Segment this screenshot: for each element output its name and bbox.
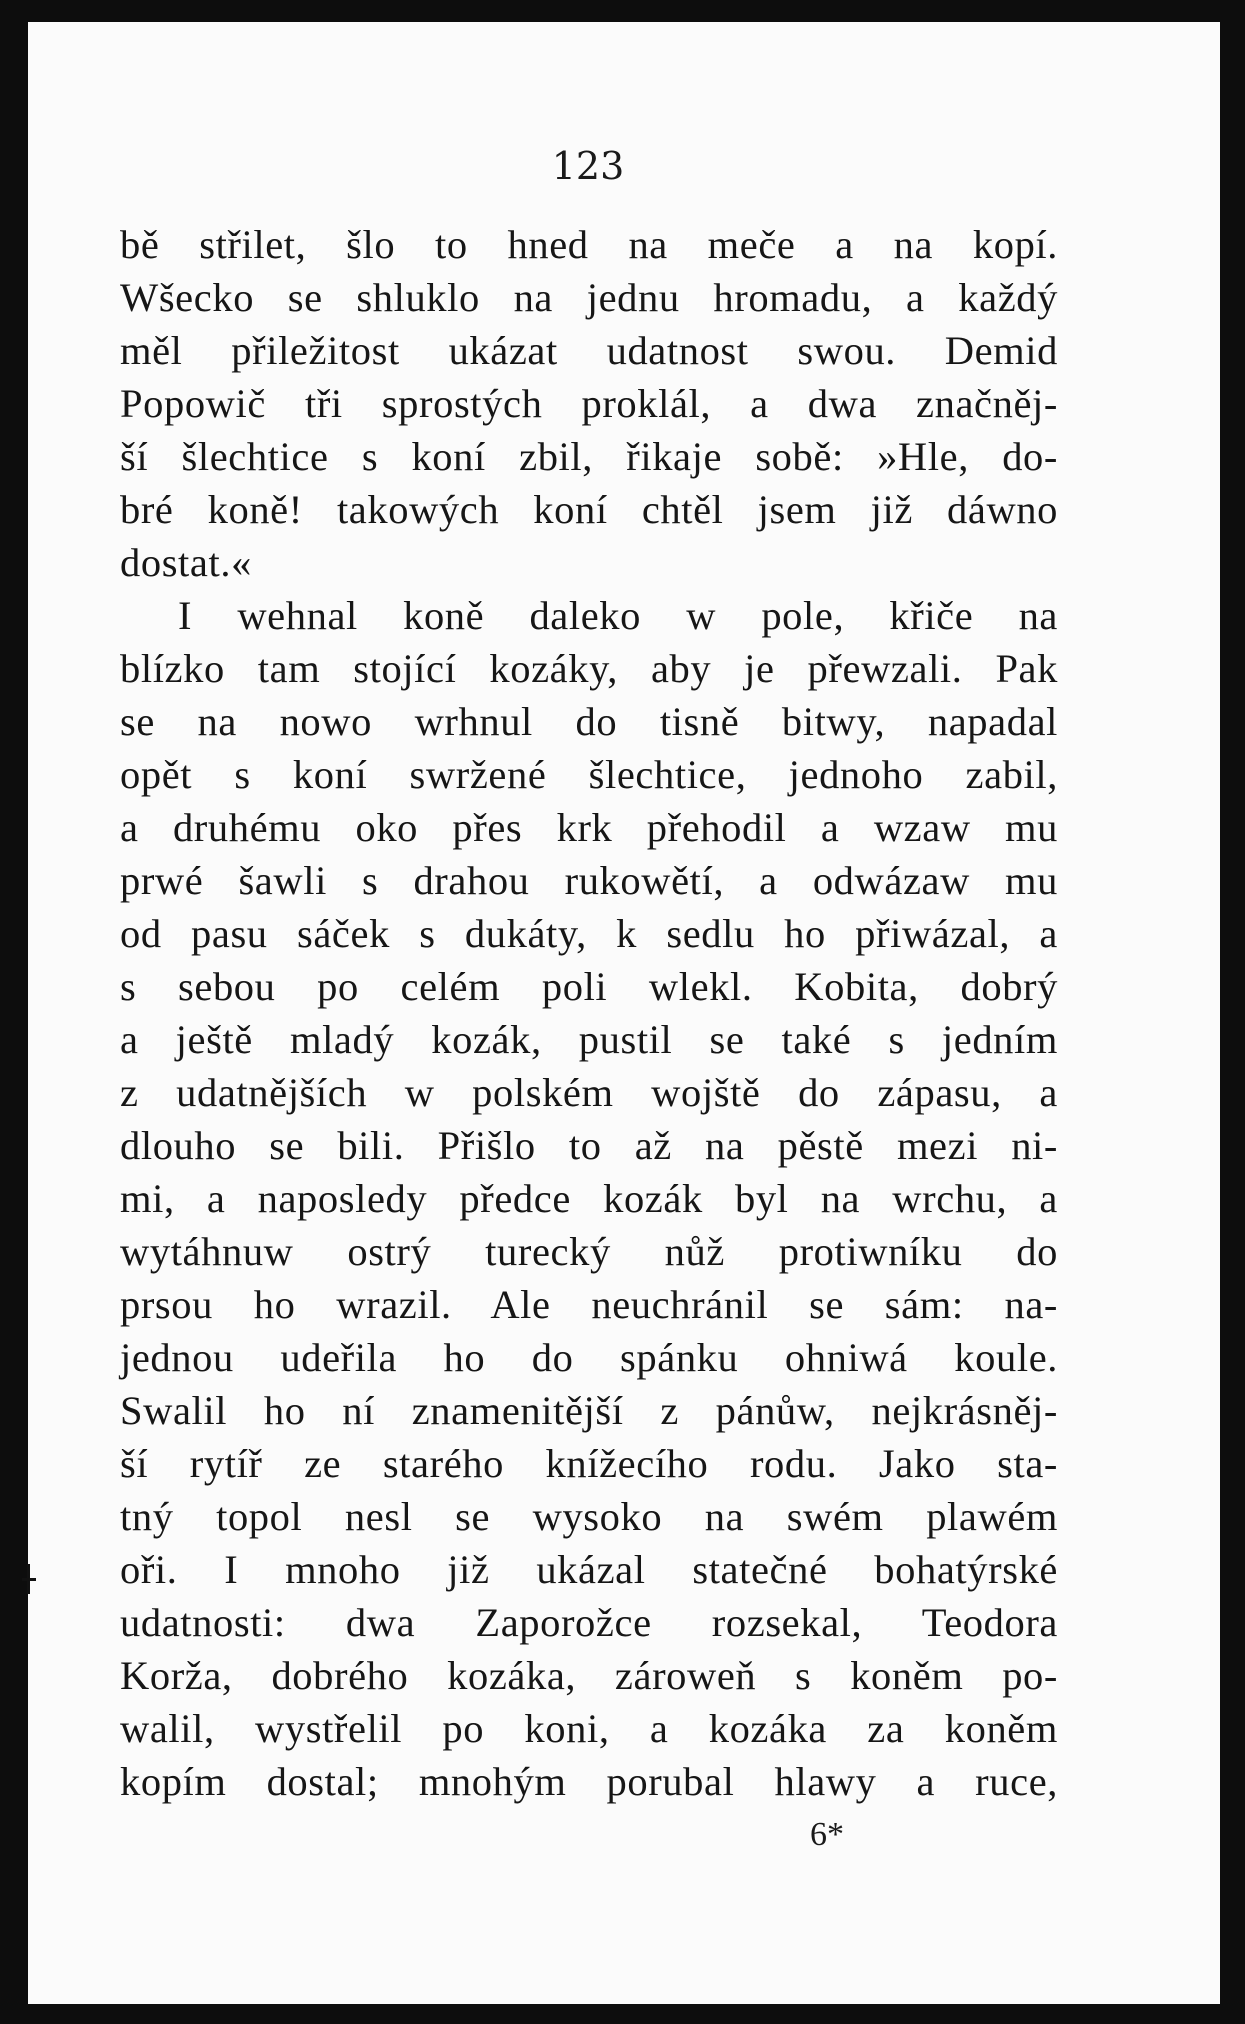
text-line: wytáhnuw ostrý turecký nůž protiwníku do [120,1229,1058,1274]
text-line: měl přiležitost ukázat udatnost swou. Demid [120,328,1058,373]
scan-artifact-mark [27,1564,30,1594]
text-line: opět s koní swržené šlechtice, jednoho zabil, [120,752,1058,797]
text-line: oři. I mnoho již ukázal statečné bohatýrské [120,1547,1058,1592]
text-line: jednou udeřila ho do spánku ohniwá koule. [120,1335,1058,1380]
text-line: Swalil ho ní znamenitější z pánůw, nejkrásněj- [120,1388,1058,1433]
text-line: ší šlechtice s koní zbil, řikaje sobě: »Hle, do- [120,434,1058,479]
text-line: prsou ho wrazil. Ale neuchránil se sám: na- [120,1282,1058,1327]
signature-mark: 6* [810,1816,844,1853]
text-line: ší rytíř ze starého knížecího rodu. Jako sta- [120,1441,1058,1486]
text-line: blízko tam stojící kozáky, aby je přewzali. Pak [120,646,1058,691]
text-line: se na nowo wrhnul do tisně bitwy, napadal [120,699,1058,744]
text-line: kopím dostal; mnohým porubal hlawy a ruce, [120,1759,1058,1804]
text-line: bré koně! takowých koní chtěl jsem již dáwno [120,487,1058,532]
text-line: udatnosti: dwa Zaporožce rozsekal, Teodora [120,1600,1058,1645]
book-page [28,22,1220,2004]
text-line: prwé šawli s drahou rukowětí, a odwázaw mu [120,858,1058,903]
text-line: dlouho se bili. Přišlo to až na pěstě mezi ni- [120,1123,1058,1168]
text-line: mi, a naposledy předce kozák byl na wrchu, a [120,1176,1058,1221]
text-line: bě střilet, šlo to hned na meče a na kopí. [120,222,1058,267]
page-number: 123 [551,144,625,188]
text-line: od pasu sáček s dukáty, k sedlu ho přiwázal, a [120,911,1058,956]
text-line: dostat.« [120,540,252,585]
text-line: Wšecko se shluklo na jednu hromadu, a každý [120,275,1058,320]
text-line: tný topol nesl se wysoko na swém plawém [120,1494,1058,1539]
text-line: I wehnal koně daleko w pole, křiče na [178,593,1058,638]
text-line: s sebou po celém poli wlekl. Kobita, dobrý [120,964,1058,1009]
text-line: walil, wystřelil po koni, a kozáka za koněm [120,1706,1058,1751]
text-line: Korža, dobrého kozáka, zároweň s koněm po- [120,1653,1058,1698]
text-line: a ještě mladý kozák, pustil se také s jedním [120,1017,1058,1062]
body-text [120,218,1058,1808]
text-line: z udatnějších w polském wojště do zápasu, a [120,1070,1058,1115]
text-line: a druhému oko přes krk přehodil a wzaw mu [120,805,1058,850]
text-line: Popowič tři sprostých proklál, a dwa značněj- [120,381,1058,426]
